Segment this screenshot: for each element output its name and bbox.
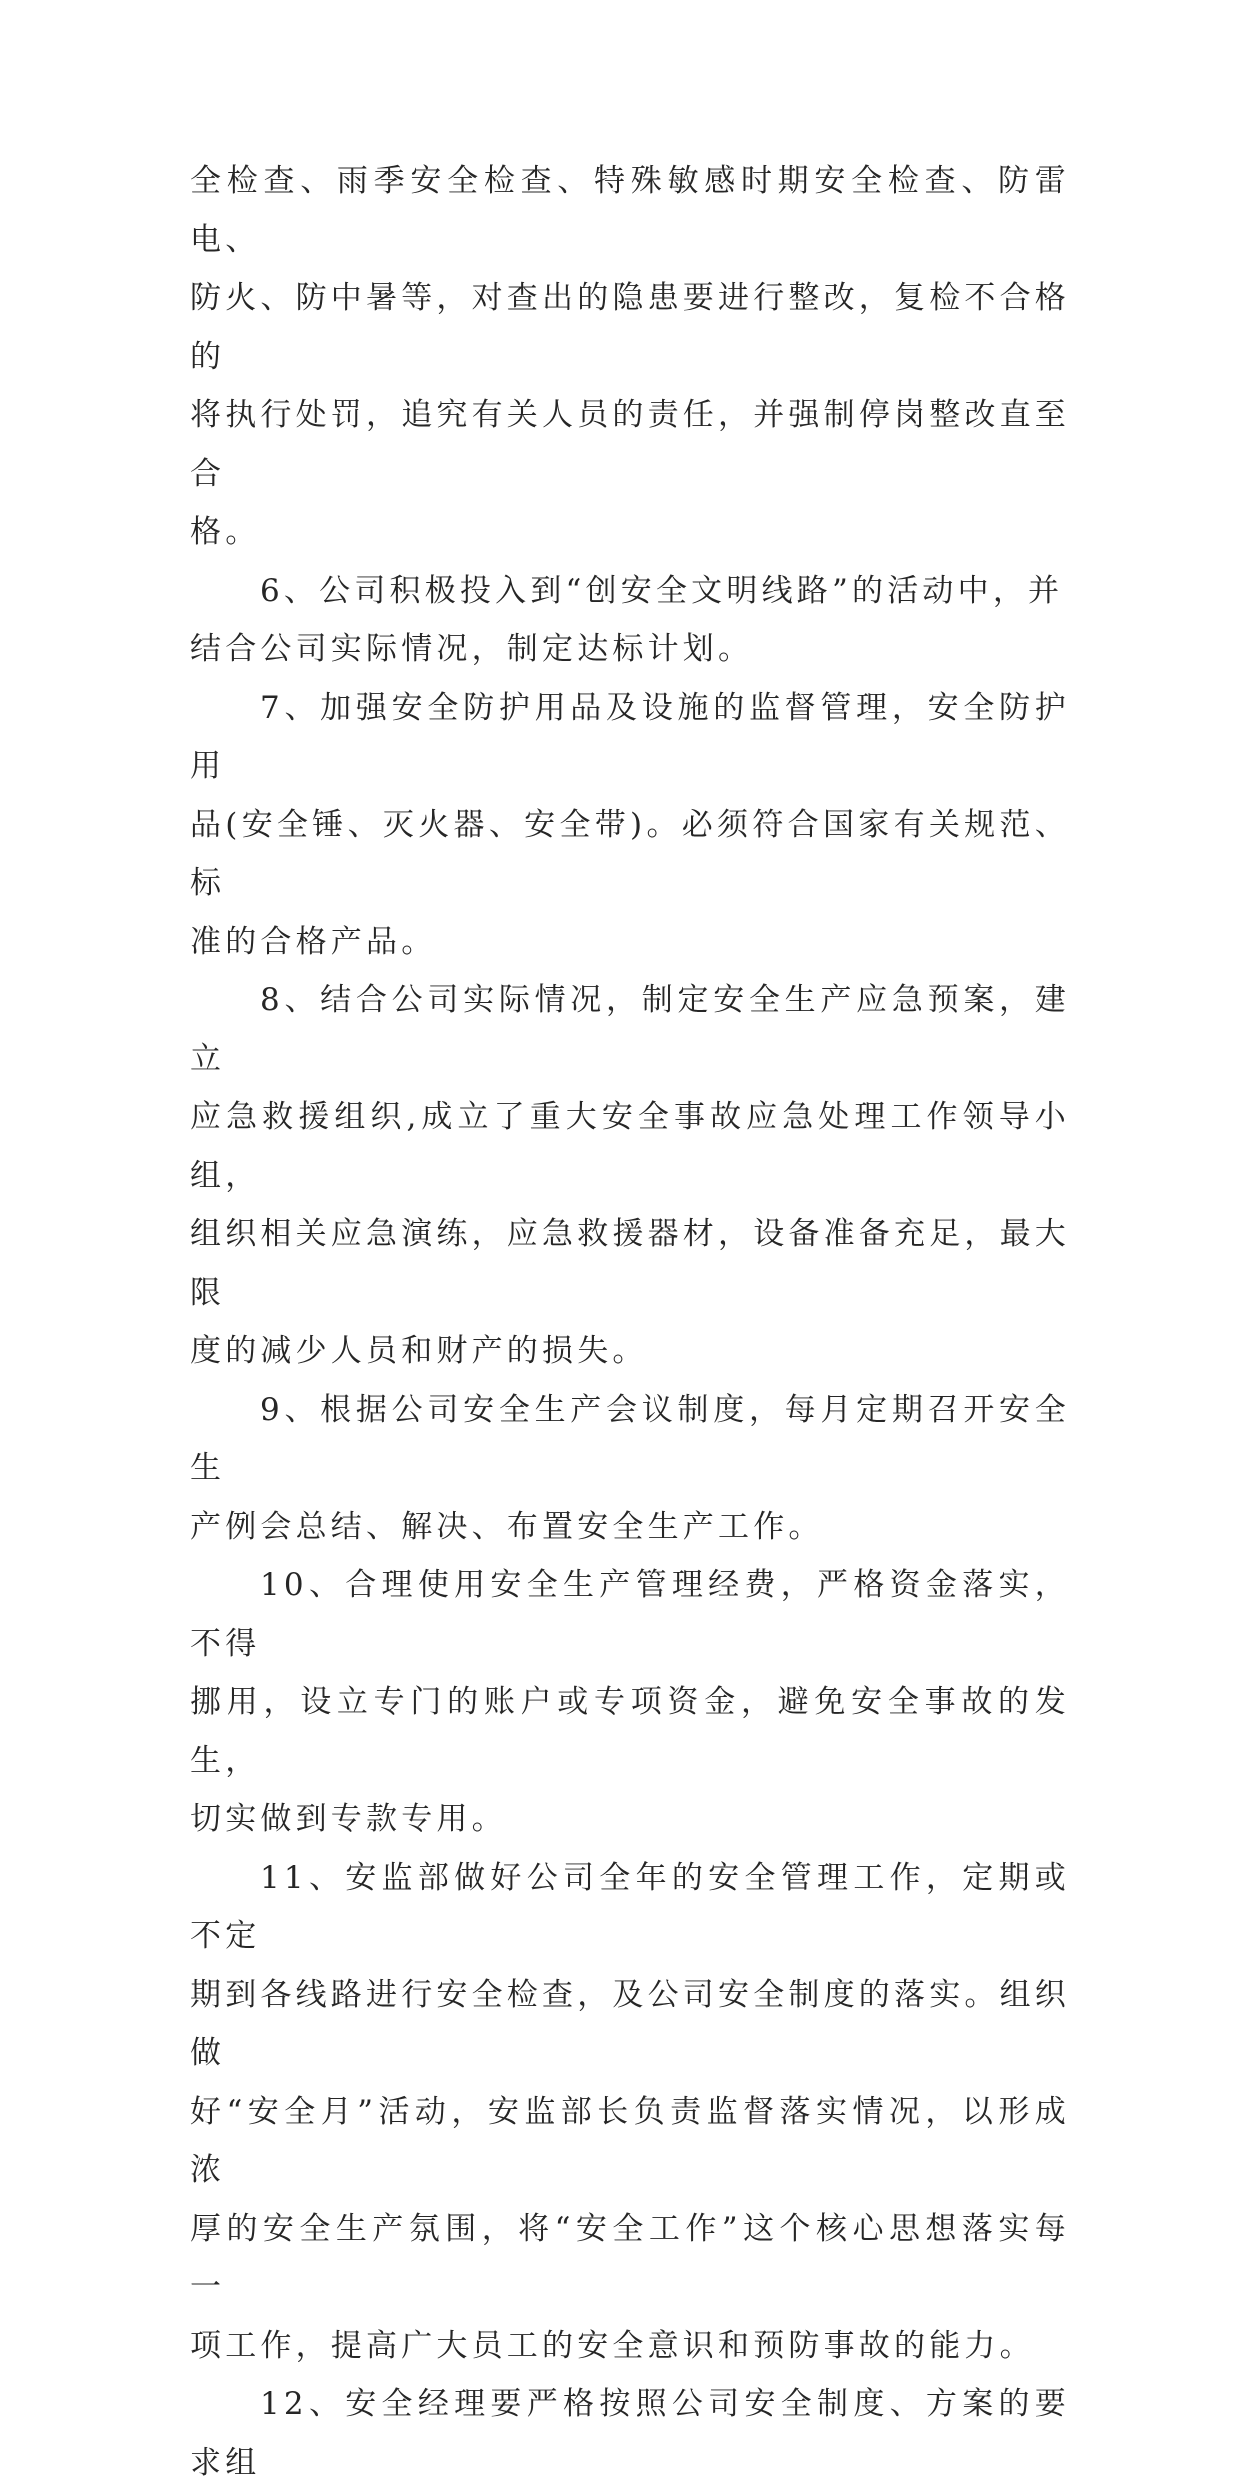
text-line: 7、加强安全防护用品及设施的监督管理，安全防护用 [190, 689, 1070, 784]
text-line: 组织相关应急演练，应急救援器材，设备准备充足，最大限 [190, 1216, 1070, 1311]
text-line: 好“安全月”活动，安监部长负责监督落实情况，以形成浓 [190, 2093, 1070, 2188]
text-line: 9、根据公司安全生产会议制度，每月定期召开安全生 [190, 1391, 1070, 1486]
text-line: 结合公司实际情况，制定达标计划。 [190, 631, 754, 667]
text-line: 10、合理使用安全生产管理经费，严格资金落实，不得 [190, 1567, 1070, 1662]
text-line: 防火、防中暑等，对查出的隐患要进行整改，复检不合格的 [190, 280, 1070, 375]
text-line: 6、公司积极投入到“创安全文明线路”的活动中，并 [260, 572, 1064, 609]
text-line: 准的合格产品。 [190, 923, 437, 960]
paragraph-item-8 [190, 971, 1070, 1381]
text-line: 12、安全经理要严格按照公司安全制度、方案的要求组 [190, 2386, 1070, 2481]
text-line: 厚的安全生产氛围，将“安全工作”这个核心思想落实每一 [190, 2210, 1070, 2305]
text-line: 格。 [190, 514, 261, 550]
paragraph-item-9 [190, 1381, 1070, 1557]
paragraph-item-7 [190, 679, 1070, 972]
paragraph-item-6 [190, 562, 1070, 679]
text-line: 11、安监部做好公司全年的安全管理工作，定期或不定 [190, 1859, 1070, 1954]
text-line: 8、结合公司实际情况，制定安全生产应急预案，建立 [190, 982, 1070, 1077]
text-line: 产例会总结、解决、布置安全生产工作。 [190, 1508, 824, 1545]
text-line: 应急救援组织,成立了重大安全事故应急处理工作领导小组， [190, 1099, 1070, 1194]
text-line: 切实做到专款专用。 [190, 1801, 507, 1837]
paragraph-item-11 [190, 1849, 1070, 2376]
paragraph-item-12 [190, 2375, 1070, 2492]
text-line: 期到各线路进行安全检查，及公司安全制度的落实。组织做 [190, 1976, 1070, 2071]
text-line: 挪用，设立专门的账户或专项资金，避免安全事故的发生， [190, 1684, 1070, 1779]
text-line: 度的减少人员和财产的损失。 [190, 1333, 648, 1369]
text-line: 项工作，提高广大员工的安全意识和预防事故的能力。 [190, 2327, 1035, 2364]
paragraph-item-10 [190, 1556, 1070, 1849]
text-line: 将执行处罚，追究有关人员的责任，并强制停岗整改直至合 [190, 397, 1070, 492]
paragraph-continued [190, 152, 1070, 562]
document-body [190, 152, 1070, 2492]
text-line: 品(安全锤、灭火器、安全带)。必须符合国家有关规范、标 [190, 806, 1070, 901]
text-line: 全检查、雨季安全检查、特殊敏感时期安全检查、防雷电、 [190, 163, 1070, 258]
